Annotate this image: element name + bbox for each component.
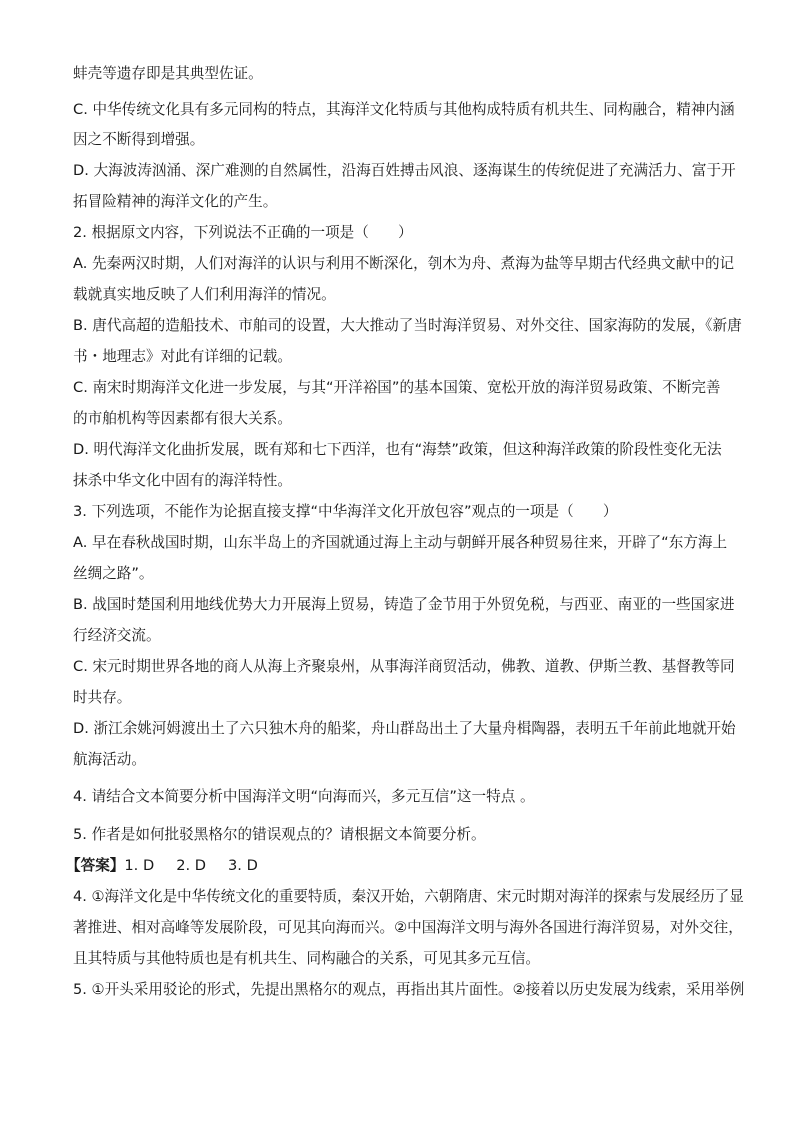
question-2: 2. 根据原文内容，下列说法不正确的一项是（ ） [73, 224, 413, 241]
text-line: 书・地理志》对此有详细的记载。 [73, 348, 292, 365]
text-line: 且其特质与其他特质也是有机共生、同构融合的关系，可见其多元互信。 [73, 950, 541, 967]
text-line: 拓冒险精神的海洋文化的产生。 [73, 193, 278, 210]
text-line: D. 大海波涛汹涌、深广难测的自然属性，沿海百姓搏击风浪、逐海谋生的传统促进了充满活力、富于开 [73, 162, 736, 179]
option-2c: C. 南宋时期海洋文化进一步发展，与其“开洋裕国”的基本国策、宽松开放的海洋贸易政策、不断完善 [73, 379, 721, 396]
text-line: 因之不断得到增强。 [73, 131, 205, 148]
option-3c: C. 宋元时期世界各地的商人从海上齐聚泉州，从事海洋商贸活动，佛教、道教、伊斯兰教、基督教等同 [73, 658, 735, 675]
text-line: 蚌壳等遗存即是其典型佐证。 [73, 65, 263, 82]
answer-line [66, 857, 258, 875]
question-3: 3. 下列选项，不能作为论据直接支撑“中华海洋文化开放包容”观点的一项是（ ） [73, 503, 618, 520]
text-line: 抹杀中华文化中固有的海洋特性。 [73, 472, 292, 489]
answer-1: 1. D [124, 857, 155, 874]
answer-2: 2. D [176, 857, 207, 874]
answer-5: 5. ①开头采用驳论的形式，先提出黑格尔的观点，再指出其片面性。②接着以历史发展为线索，采用举例 [73, 981, 745, 998]
option-2d: D. 明代海洋文化曲折发展，既有郑和七下西洋，也有“海禁”政策，但这种海洋政策的阶段性变化无法 [73, 441, 722, 458]
text-line: 行经济交流。 [73, 627, 161, 644]
option-3d: D. 浙江余姚河姆渡出土了六只独木舟的船桨，舟山群岛出土了大量舟楫陶器，表明五千年前此地就开始 [73, 720, 736, 737]
question-4: 4. 请结合文本简要分析中国海洋文明“向海而兴，多元互信”这一特点 。 [73, 788, 535, 805]
option-3a: A. 早在春秋战国时期，山东半岛上的齐国就通过海上主动与朝鲜开展各种贸易往来，开辟了“东方海上 [73, 534, 728, 551]
option-2b: B. 唐代高超的造船技术、市舶司的设置，大大推动了当时海洋贸易、对外交往、国家海防的发展，《新唐 [73, 317, 742, 334]
answer-tag: 【答案】 [66, 857, 125, 874]
text-line: 的市舶机构等因素都有很大关系。 [73, 410, 292, 427]
text-line: 时共存。 [73, 689, 132, 706]
text-line: C. 中华传统文化具有多元同构的特点，其海洋文化特质与其他构成特质有机共生、同构融合，精神内涵 [73, 101, 735, 118]
text-line: 载就真实地反映了人们利用海洋的情况。 [73, 286, 336, 303]
text-line: 航海活动。 [73, 751, 146, 768]
option-2a: A. 先秦两汉时期，人们对海洋的认识与利用不断深化，刳木为舟、煮海为盐等早期古代经典文献中的记 [73, 255, 735, 272]
option-3b: B. 战国时楚国利用地线优势大力开展海上贸易，铸造了金节用于外贸免税，与西亚、南亚的一些国家进 [73, 596, 735, 613]
text-line: 丝绸之路”。 [73, 565, 154, 582]
question-5: 5. 作者是如何批驳黑格尔的错误观点的？请根据文本简要分析。 [73, 826, 486, 843]
answer-4: 4. ①海洋文化是中华传统文化的重要特质，秦汉开始，六朝隋唐、宋元时期对海洋的探索与发展经历了显 [73, 888, 744, 905]
text-line: 著推进、相对高峰等发展阶段，可见其向海而兴。②中国海洋文明与海外各国进行海洋贸易，对外交往， [73, 919, 743, 936]
answer-3: 3. D [228, 857, 258, 874]
